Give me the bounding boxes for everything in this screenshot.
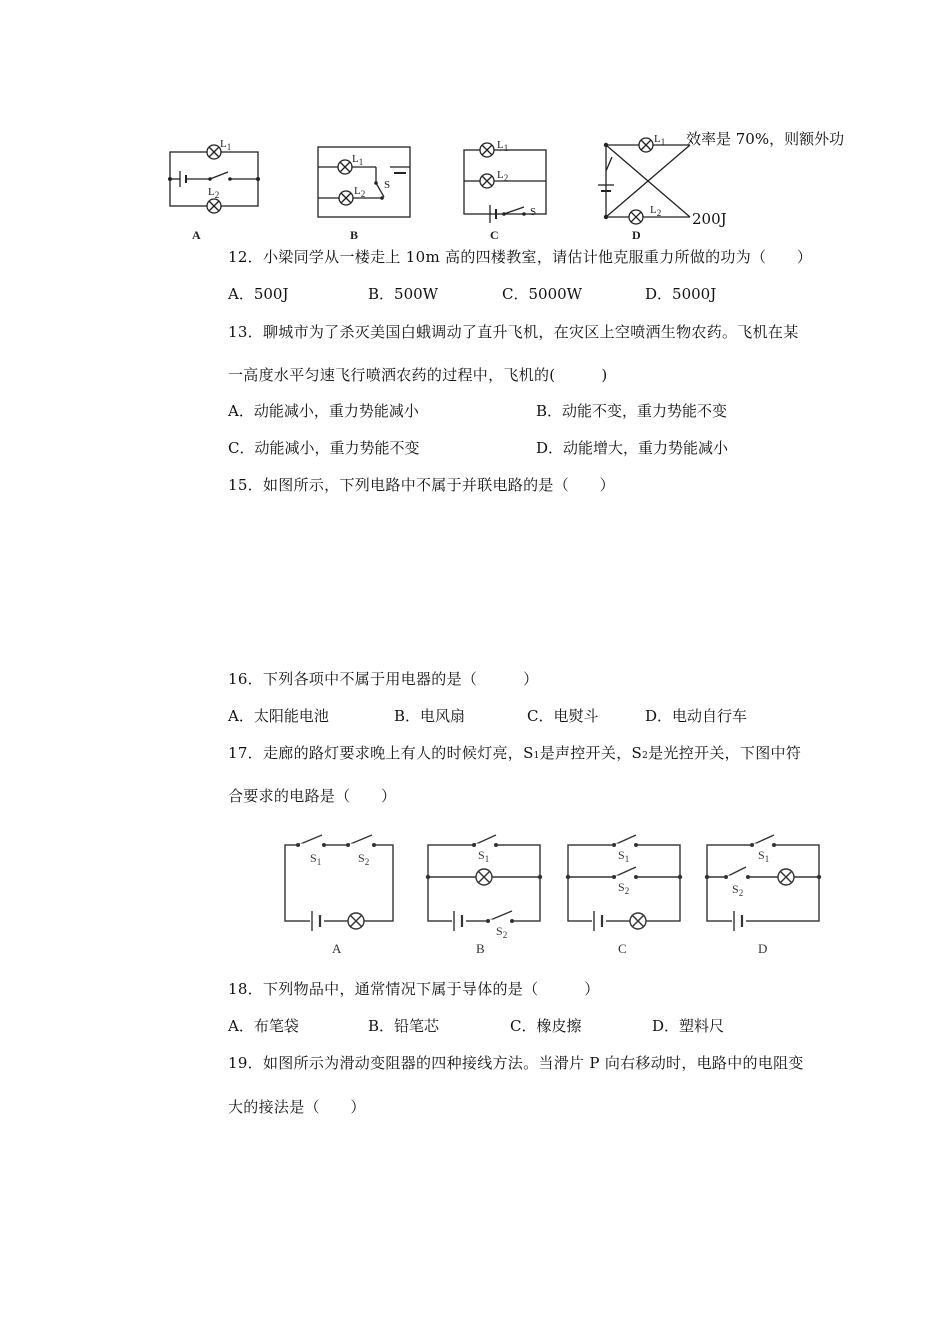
lamp-label-d1: $L_1$ — [654, 133, 666, 147]
lamp-label-b1: $L_1$ — [352, 153, 364, 167]
q16-stem: 16．下列各项中不属于用电器的是（ ） — [228, 670, 539, 688]
q12-option-a: A．500J — [228, 285, 289, 303]
lamp-label-b2: $L_2$ — [354, 185, 366, 199]
q13-option-b: B．动能不变，重力势能不变 — [536, 402, 728, 420]
lamp-label-c1: $L_1$ — [497, 139, 509, 153]
q19-stem-line2: 大的接法是（ ） — [228, 1098, 366, 1116]
q18-option-b: B．铅笔芯 — [368, 1017, 440, 1035]
q18-option-d: D．塑料尺 — [652, 1017, 725, 1035]
lamp-label-a2: $L_2$ — [208, 186, 220, 200]
overlap-text-bottom: 200J — [692, 210, 727, 228]
q13-option-c: C．动能减小，重力势能不变 — [228, 439, 420, 457]
figure-q17-caption-b: B — [476, 941, 485, 956]
q15-stem: 15．如图所示，下列电路中不属于并联电路的是（ ） — [228, 476, 615, 494]
q13-option-a: A．动能减小，重力势能减小 — [228, 402, 419, 420]
q17-stem-line1: 17．走廊的路灯要求晚上有人的时候灯亮，S1是声控开关，S2是光控开关，下图中符 — [228, 744, 802, 762]
q17b-s2-label: $S_2$ — [496, 924, 508, 940]
q12-option-d: D．5000J — [645, 285, 717, 303]
q12-option-c: C．5000W — [502, 285, 583, 303]
figure-q17-caption-d: D — [758, 941, 768, 956]
figure-q17-caption-a: A — [332, 941, 342, 956]
q13-stem-line2: 一高度水平匀速飞行喷洒农药的过程中，飞机的( ) — [228, 366, 608, 384]
q16-option-d: D．电动自行车 — [645, 707, 748, 725]
q18-option-a: A．布笔袋 — [228, 1017, 299, 1035]
q17c-s2-label: $S_2$ — [618, 880, 630, 896]
q17-stem-line2: 合要求的电路是（ ） — [228, 787, 397, 805]
figure-top-caption-b: B — [350, 228, 359, 242]
q16-option-c: C．电熨斗 — [527, 707, 599, 725]
overlap-text-right: 效率是 70%，则额外功 — [686, 130, 845, 148]
lamp-label-c2: $L_2$ — [497, 169, 509, 183]
circuit-figure-q17 — [280, 825, 825, 963]
q16-option-b: B．电风扇 — [394, 707, 466, 725]
q12-option-b: B．500W — [368, 285, 439, 303]
switch-label-c: S — [530, 206, 537, 218]
figure-top-caption-d: D — [632, 228, 641, 242]
q17a-s2-label: $S_2$ — [358, 851, 370, 867]
q17a-s1-label: $S_1$ — [310, 851, 322, 867]
q19-stem-line1: 19．如图所示为滑动变阻器的四种接线方法。当滑片 P 向右移动时，电路中的电阻变 — [228, 1054, 804, 1072]
q17c-s1-label: $S_1$ — [618, 848, 630, 864]
q13-stem-line1: 13．聊城市为了杀灭美国白蛾调动了直升飞机，在灾区上空喷洒生物农药。飞机在某 — [228, 323, 799, 341]
figure-top-caption-c: C — [490, 228, 499, 242]
q18-stem: 18．下列物品中，通常情况下属于导体的是（ ） — [228, 980, 600, 998]
q17d-s2-label: $S_2$ — [732, 882, 744, 898]
q13-option-d: D．动能增大，重力势能减小 — [536, 439, 729, 457]
q18-option-c: C．橡皮擦 — [510, 1017, 582, 1035]
switch-label-b: S — [384, 179, 391, 191]
q16-option-a: A．太阳能电池 — [228, 707, 329, 725]
lamp-label-d2: $L_2$ — [650, 204, 662, 218]
q17d-s1-label: $S_1$ — [758, 848, 770, 864]
figure-top-caption-a: A — [192, 228, 201, 242]
circuit-figure-top — [160, 125, 700, 250]
figure-q17-caption-c: C — [618, 941, 627, 956]
q12-stem: 12．小梁同学从一楼走上 10m 高的四楼教室，请估计他克服重力所做的功为（ ） — [228, 248, 813, 266]
lamp-label-a1: $L_1$ — [220, 138, 232, 152]
q17b-s1-label: $S_1$ — [478, 848, 490, 864]
